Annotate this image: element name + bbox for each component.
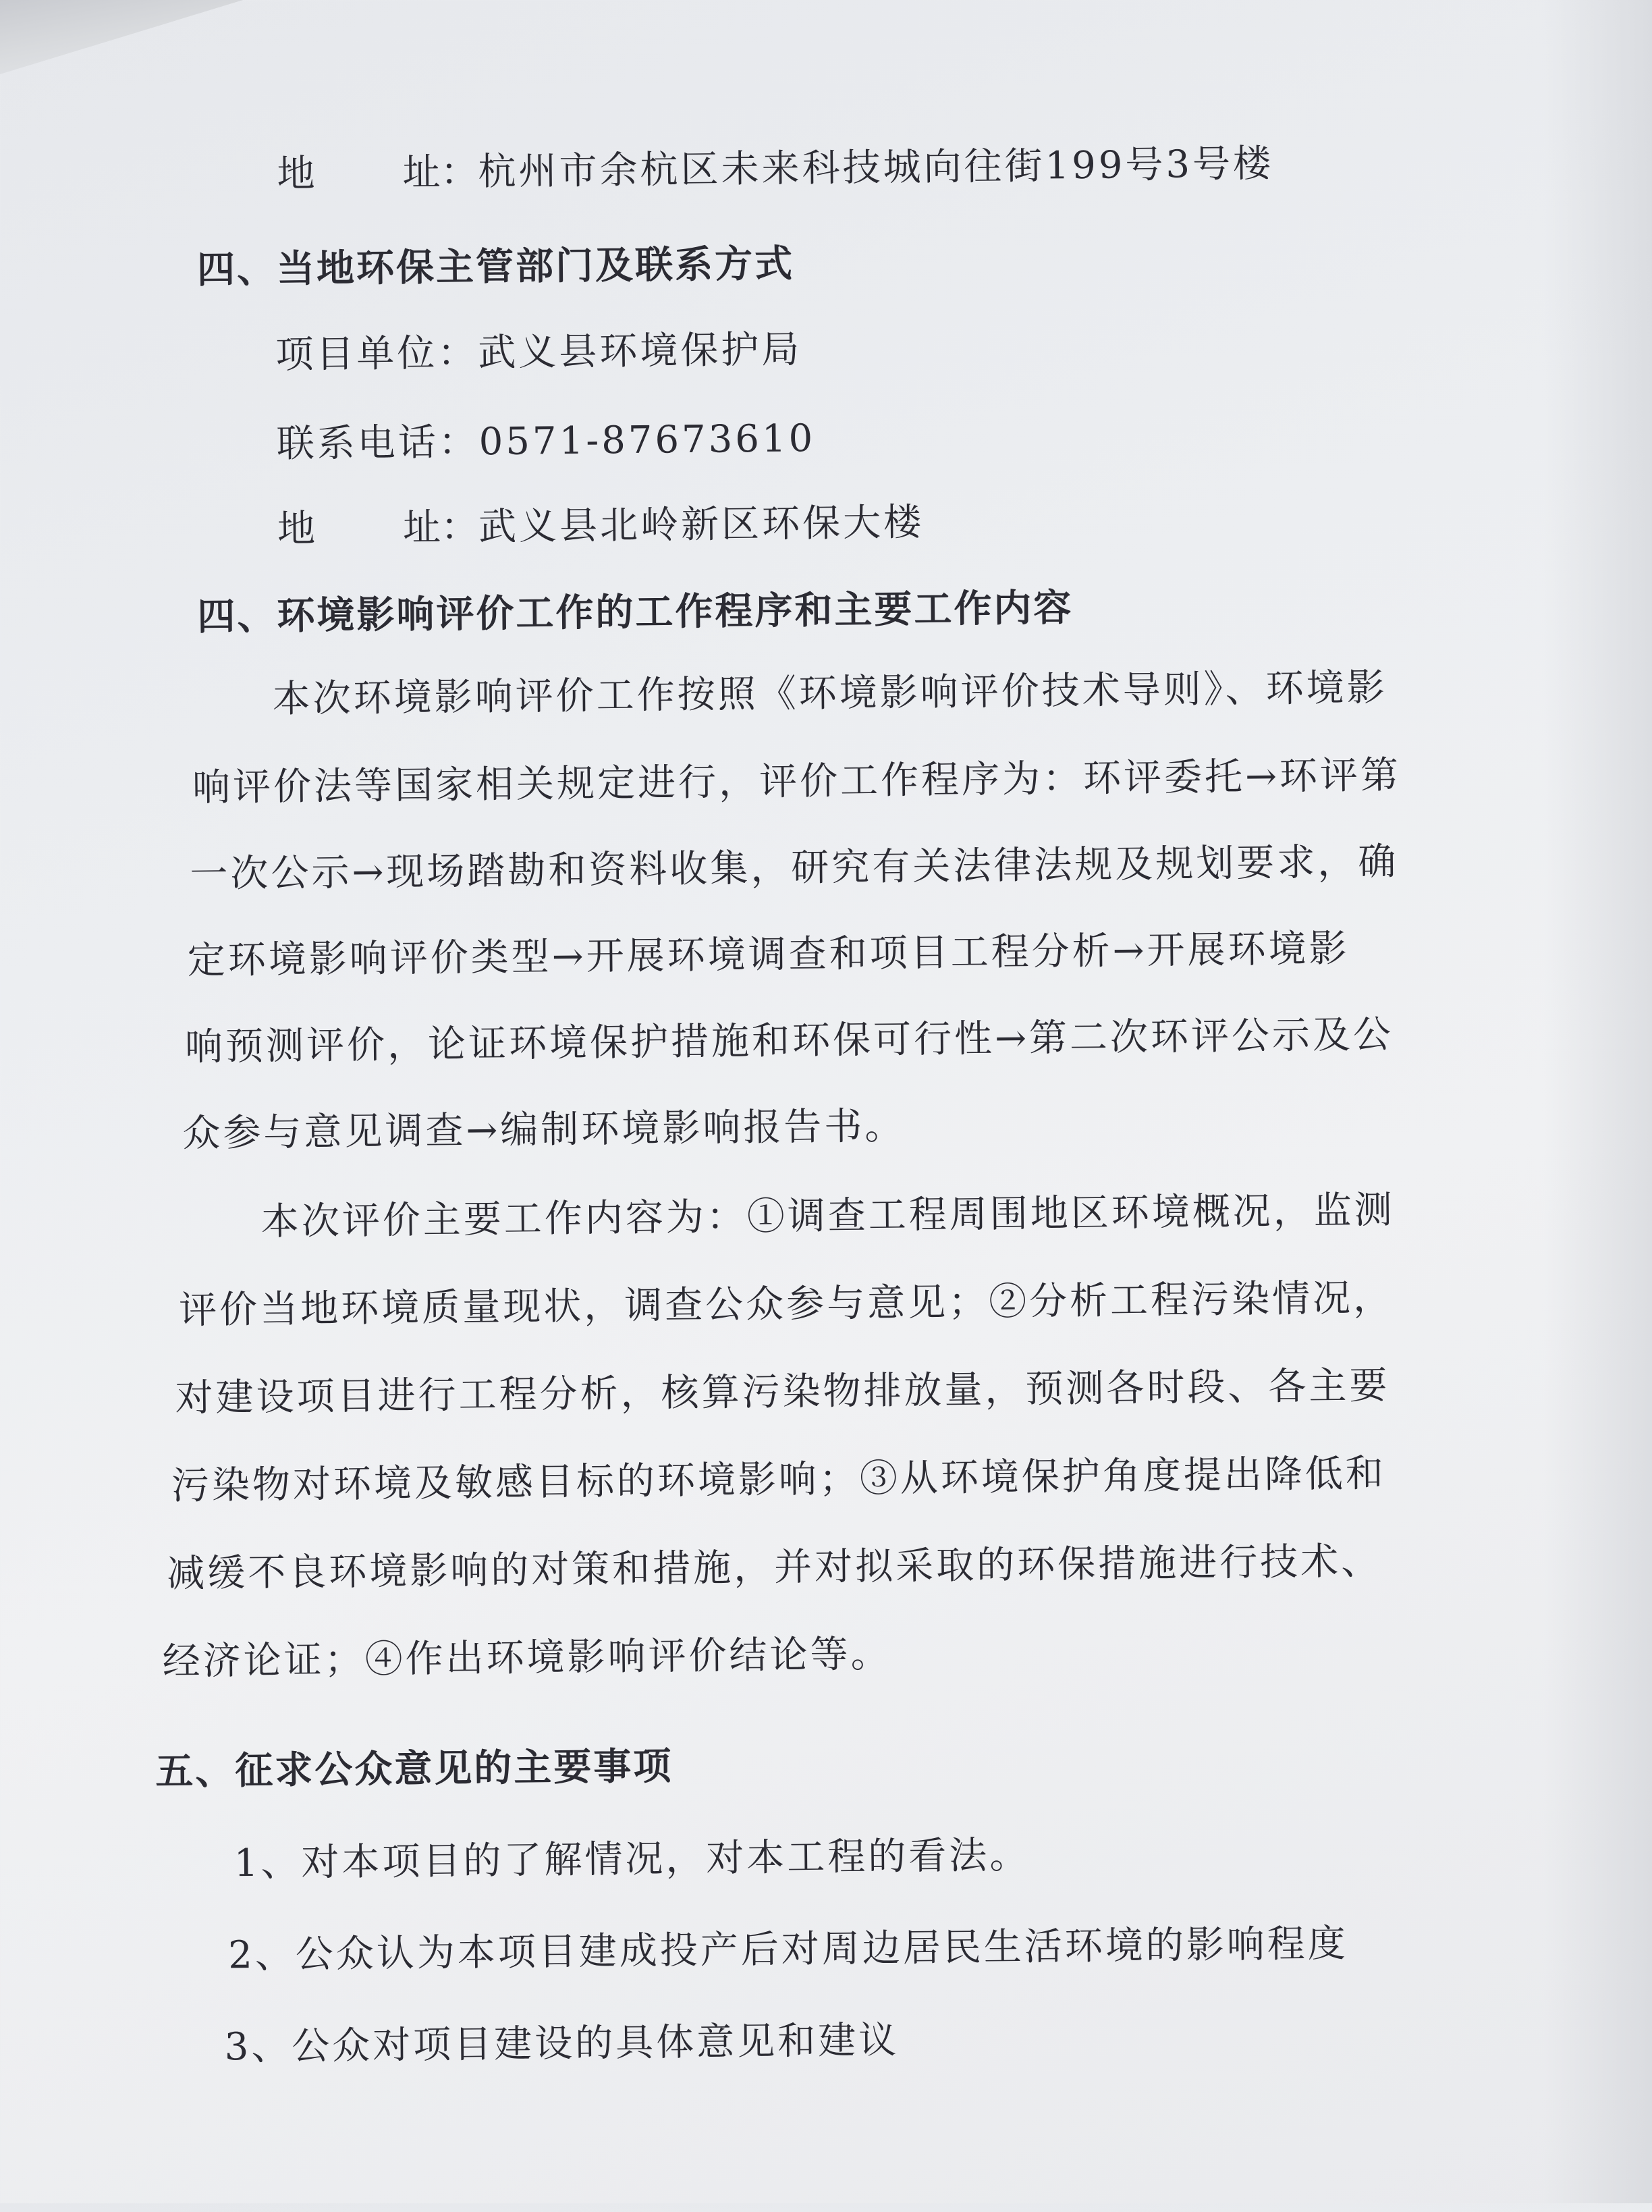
procedure-para2-line: 评价当地环境质量现状，调查公众参与意见；②分析工程污染情况，: [178, 1276, 1394, 1333]
public-item: 2、公众认为本项目建成投产后对周边居民生活环境的影响程度: [227, 1921, 1349, 1978]
company-address-label: 地 址：: [277, 150, 478, 196]
phone-label: 联系电话：: [276, 420, 480, 466]
project-unit-label: 项目单位：: [275, 331, 478, 377]
procedure-para1-line: 一次公示→现场踏勘和资料收集，研究有关法律法规及规划要求，确: [190, 840, 1399, 896]
company-address-line: [277, 141, 1274, 196]
procedure-para1-line: 众参与意见调查→编制环境影响报告书。: [182, 1104, 906, 1156]
public-item: 1、对本项目的了解情况，对本工程的看法。: [233, 1833, 1030, 1886]
procedure-para1-line: 本次环境影响评价工作按照《环境影响评价技术导则》、环境影: [272, 666, 1387, 722]
procedure-para1-line: 响预测评价，论证环境保护措施和环保可行性→第二次环评公示及公: [184, 1013, 1394, 1069]
section-heading-contact: 四、当地环保主管部门及联系方式: [196, 241, 795, 292]
project-unit-value: 武义县环境保护局: [478, 327, 802, 375]
bureau-address-line: [277, 500, 925, 551]
procedure-para1-line: 响评价法等国家相关规定进行，评价工作程序为：环评委托→环评第: [192, 753, 1402, 810]
procedure-para2-line: 污染物对环境及敏感目标的环境影响；③从环境保护角度提出降低和: [171, 1451, 1387, 1509]
company-address-value: 杭州市余杭区未来科技城向往街199号3号楼: [478, 141, 1274, 194]
section-heading-public: 五、征求公众意见的主要事项: [155, 1744, 673, 1794]
procedure-para2-line: 减缓不良环境影响的对策和措施，并对拟采取的环保措施进行技术、: [166, 1539, 1382, 1596]
public-item: 3、公众对项目建设的具体意见和建议: [224, 2018, 900, 2070]
phone-value: 0571-87673610: [478, 416, 816, 464]
procedure-para2-line: 经济论证；④作出环境影响评价结论等。: [162, 1632, 891, 1684]
section-heading-procedure: 四、环境影响评价工作的工作程序和主要工作内容: [197, 585, 1074, 639]
phone-line: [276, 416, 816, 466]
bureau-address-label: 地 址：: [277, 505, 479, 551]
procedure-para1-line: 定环境影响评价类型→开展环境调查和项目工程分析→开展环境影: [187, 926, 1350, 983]
project-unit-line: [275, 327, 802, 377]
procedure-para2-line: 对建设项目进行工程分析，核算污染物排放量，预测各时段、各主要: [175, 1364, 1390, 1421]
bureau-address-value: 武义县北岭新区环保大楼: [478, 500, 925, 549]
procedure-para2-line: 本次评价主要工作内容为：①调查工程周围地区环境概况，监测: [260, 1188, 1396, 1244]
